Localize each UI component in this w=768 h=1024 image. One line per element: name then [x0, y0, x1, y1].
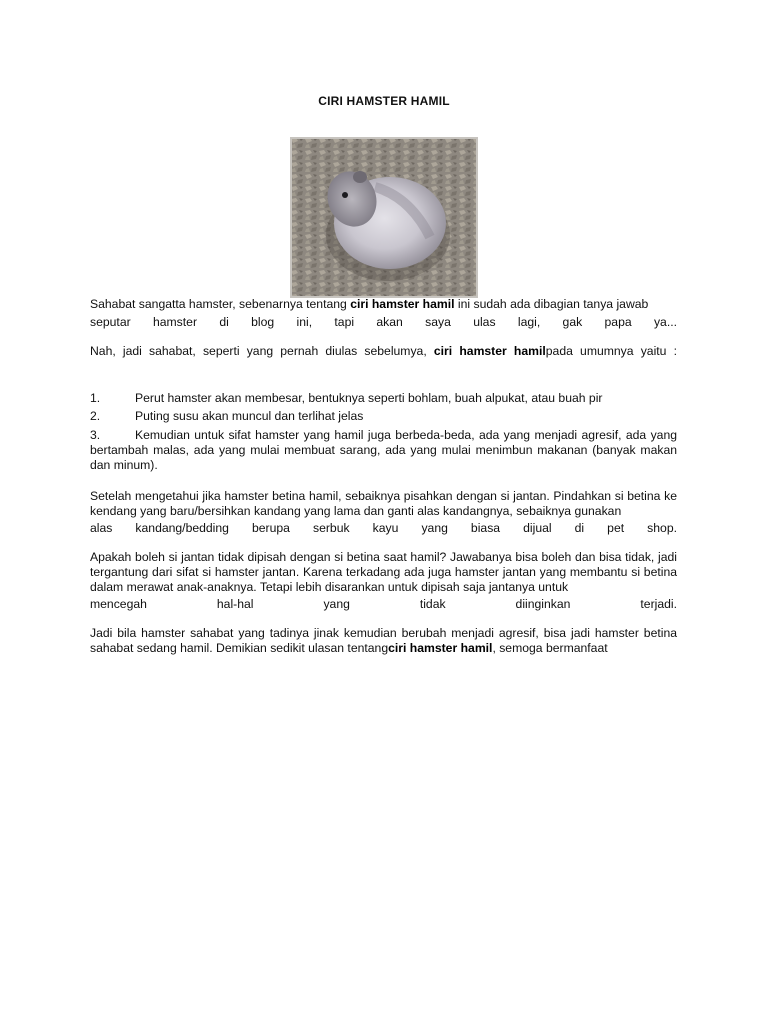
paragraph-lead-in-text-a: Nah, jadi sahabat, seperti yang pernah diulas sebelumya,	[90, 344, 434, 358]
keyword-bold: ciri hamster hamil	[350, 297, 455, 311]
list-item-number: 3.	[90, 428, 101, 442]
paragraph-conclusion-text-a: Jadi bila hamster sahabat yang tadinya jinak kemudian berubah menjadi agresif, bisa jadi hamster betina sahabat sedang hamil. Demikian sedikit ulasan tentang	[90, 626, 677, 655]
list-item-text: Perut hamster akan membesar, bentuknya seperti bohlam, buah alpukat, atau buah pir	[135, 391, 603, 405]
list-item-text: Kemudian untuk sifat hamster yang hamil juga berbeda-beda, ada yang menjadi agresif, ada yang bertambah malas, ada yang mulai membuat sarang, ada yang mulai menimbun makanan (banyak makan dan minum).	[90, 428, 677, 472]
paragraph-question-last: mencegah hal-hal yang tidak diinginkan terjadi.	[90, 597, 677, 611]
paragraph-intro	[90, 297, 677, 312]
list-item-number: 1.	[90, 391, 101, 405]
paragraph-separation-last: alas kandang/bedding berupa serbuk kayu yang biasa dijual di pet shop.	[90, 521, 677, 535]
keyword-bold: ciri hamster hamil	[433, 344, 546, 358]
paragraph-conclusion	[90, 626, 677, 656]
list-item	[90, 428, 677, 473]
list-item	[90, 391, 677, 406]
list-item-number: 2.	[90, 409, 101, 423]
keyword-bold: ciri hamster hamil	[388, 641, 493, 655]
paragraph-intro-text-b: ini sudah ada dibagian tanya jawab	[454, 297, 649, 311]
paragraph-intro-text-a: Sahabat sangatta hamster, sebenarnya tentang	[90, 297, 351, 311]
paragraph-lead-in-text-b: pada umumnya yaitu :	[545, 344, 677, 358]
paragraph-conclusion-text-b: , semoga bermanfaat	[492, 641, 608, 655]
paragraph-question: Apakah boleh si jantan tidak dipisah dengan si betina saat hamil? Jawabanya bisa boleh dan bisa tidak, jadi tergantung dari sifat si hamster jantan. Karena terkadang ada juga hamster jantan yang membantu si betina dalam merawat anak-anaknya. Tetapi lebih disarankan untuk dipisah saja jantanya untuk	[90, 550, 677, 594]
paragraph-lead-in	[90, 344, 677, 359]
document-title: CIRI HAMSTER HAMIL	[318, 94, 450, 108]
list-item	[90, 409, 677, 424]
list-item-text: Puting susu akan muncul dan terlihat jelas	[135, 409, 364, 423]
paragraph-separation: Setelah mengetahui jika hamster betina hamil, sebaiknya pisahkan dengan si jantan. Pindahkan si betina ke kendang yang baru/bersihkan kandang yang lama dan ganti alas kandangnya, sebaiknya gunakan	[90, 489, 677, 518]
hamster-photo	[290, 137, 478, 298]
paragraph-intro-line2: seputar hamster di blog ini, tapi akan saya ulas lagi, gak papa ya...	[90, 315, 677, 329]
